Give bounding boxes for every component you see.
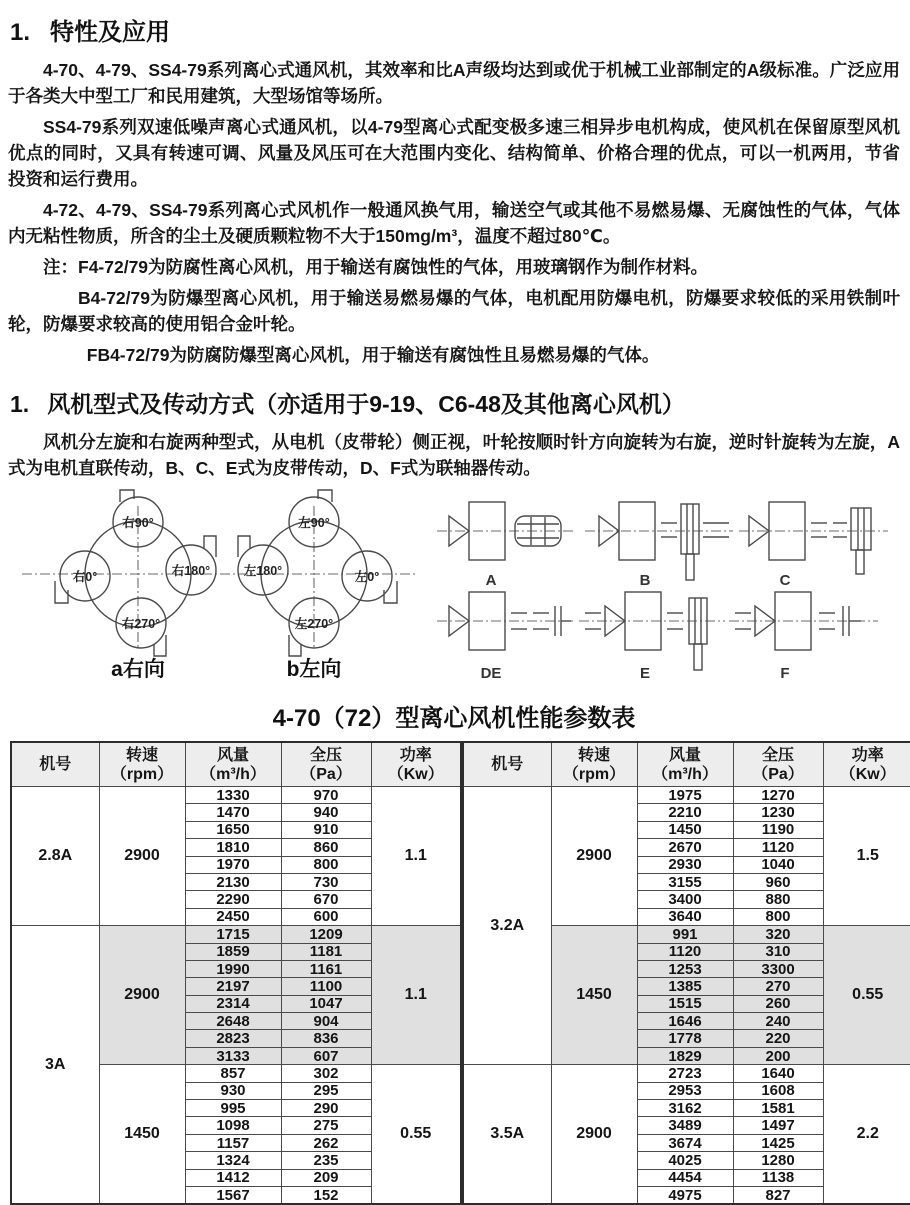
flow-cell: 3489	[637, 1117, 733, 1134]
pressure-cell: 3300	[733, 960, 823, 977]
power-cell: 1.1	[371, 787, 461, 926]
header-unit: （Pa）	[282, 765, 371, 784]
model-cell: 3A	[11, 926, 99, 1205]
flow-cell: 991	[637, 926, 733, 943]
rotation-b-caption: b左向	[287, 657, 342, 681]
flow-cell: 1650	[185, 821, 281, 838]
table-title: 4-70（72）型离心风机性能参数表	[8, 698, 900, 733]
performance-table	[462, 741, 910, 1205]
pressure-cell: 600	[281, 908, 371, 925]
paragraph: 4-72、4-79、SS4-79系列离心式风机作一般通风换气用，输送空气或其他不易燃易爆、无腐蚀性的气体，气体内无粘性物质，所含的尘土及硬质颗粒物不大于150mg/m³，温度不超过80℃。	[8, 197, 900, 249]
rotation-a-90-label: 右90°	[122, 515, 153, 530]
flow-cell: 3133	[185, 1047, 281, 1064]
pressure-cell: 1497	[733, 1117, 823, 1134]
header-label: 功率	[372, 746, 461, 765]
pressure-cell: 1190	[733, 821, 823, 838]
column-header	[281, 742, 371, 787]
pressure-cell: 209	[281, 1169, 371, 1186]
performance-table	[10, 741, 462, 1205]
flow-cell: 3155	[637, 873, 733, 890]
table-row	[11, 926, 461, 943]
pressure-cell: 290	[281, 1100, 371, 1117]
flow-cell: 1470	[185, 804, 281, 821]
power-cell: 0.55	[823, 926, 910, 1065]
performance-table-right	[462, 741, 910, 1205]
flow-cell: 2314	[185, 995, 281, 1012]
column-header	[637, 742, 733, 787]
rpm-cell: 1450	[99, 1065, 185, 1205]
pressure-cell: 1425	[733, 1134, 823, 1151]
header-unit: （Pa）	[734, 765, 823, 784]
header-label: 机号	[464, 755, 551, 774]
diagram-row	[8, 486, 900, 688]
transmission-label-de: DE	[481, 665, 502, 682]
pressure-cell: 295	[281, 1082, 371, 1099]
flow-cell: 1515	[637, 995, 733, 1012]
flow-cell: 3400	[637, 891, 733, 908]
performance-tables	[8, 741, 900, 1205]
rpm-cell: 2900	[99, 926, 185, 1065]
flow-cell: 1990	[185, 960, 281, 977]
column-header	[463, 742, 551, 787]
table-row	[463, 1065, 910, 1082]
transmission-label-c: C	[780, 572, 791, 589]
header-label: 功率	[824, 746, 910, 765]
header-label: 转速	[552, 746, 637, 765]
flow-cell: 4025	[637, 1152, 733, 1169]
header-unit: （Kw）	[372, 765, 461, 784]
flow-cell: 3674	[637, 1134, 733, 1151]
rpm-cell: 1450	[551, 926, 637, 1065]
paragraph: FB4-72/79为防腐防爆型离心风机，用于输送有腐蚀性且易燃易爆的气体。	[8, 342, 900, 368]
pressure-cell: 152	[281, 1186, 371, 1204]
transmission-label-e: E	[640, 665, 650, 682]
pressure-cell: 1230	[733, 804, 823, 821]
rpm-cell: 2900	[551, 787, 637, 926]
section1-title: 特性及应用	[50, 19, 170, 46]
flow-cell: 930	[185, 1082, 281, 1099]
flow-cell: 1970	[185, 856, 281, 873]
section2-title: 风机型式及传动方式（亦适用于9-19、C6-48及其他离心风机）	[47, 391, 685, 417]
flow-cell: 4975	[637, 1186, 733, 1204]
pressure-cell: 220	[733, 1030, 823, 1047]
power-cell: 2.2	[823, 1065, 910, 1205]
column-header	[733, 742, 823, 787]
rotation-a-180-label: 右180°	[172, 563, 210, 578]
pressure-cell: 1581	[733, 1100, 823, 1117]
power-cell: 0.55	[371, 1065, 461, 1205]
paragraph: 风机分左旋和右旋两种型式，从电机（皮带轮）侧正视，叶轮按顺时针方向旋转为右旋，逆时针旋转为左旋，A式为电机直联传动，B、C、E式为皮带传动，D、F式为联轴器传动。	[8, 429, 900, 481]
pressure-cell: 860	[281, 839, 371, 856]
flow-cell: 1120	[637, 943, 733, 960]
flow-cell: 1778	[637, 1030, 733, 1047]
rotation-a-270-label: 右270°	[122, 616, 160, 631]
pressure-cell: 1280	[733, 1152, 823, 1169]
flow-cell: 2930	[637, 856, 733, 873]
flow-cell: 857	[185, 1065, 281, 1082]
pressure-cell: 836	[281, 1030, 371, 1047]
flow-cell: 1829	[637, 1047, 733, 1064]
pressure-cell: 270	[733, 978, 823, 995]
pressure-cell: 910	[281, 821, 371, 838]
paragraph-note: 注：F4-72/79为防腐性离心风机，用于输送有腐蚀性的气体，用玻璃钢作为制作材料。	[8, 254, 900, 280]
pressure-cell: 800	[733, 908, 823, 925]
model-cell: 3.2A	[463, 787, 551, 1065]
rpm-cell: 2900	[551, 1065, 637, 1205]
header-unit: （Kw）	[824, 765, 910, 784]
flow-cell: 1330	[185, 787, 281, 804]
power-cell: 1.1	[371, 926, 461, 1065]
flow-cell: 2210	[637, 804, 733, 821]
pressure-cell: 262	[281, 1134, 371, 1151]
pressure-cell: 960	[733, 873, 823, 890]
rotation-b-270-label: 左270°	[295, 616, 333, 631]
section1-heading	[10, 12, 900, 47]
pressure-cell: 235	[281, 1152, 371, 1169]
rotation-b-0-label: 左0°	[355, 569, 379, 584]
pressure-cell: 1138	[733, 1169, 823, 1186]
pressure-cell: 670	[281, 891, 371, 908]
pressure-cell: 310	[733, 943, 823, 960]
header-label: 风量	[638, 746, 733, 765]
flow-cell: 2130	[185, 873, 281, 890]
pressure-cell: 200	[733, 1047, 823, 1064]
header-label: 转速	[100, 746, 185, 765]
header-label: 全压	[734, 746, 823, 765]
flow-cell: 2723	[637, 1065, 733, 1082]
header-label: 全压	[282, 746, 371, 765]
section2-heading	[10, 386, 900, 419]
pressure-cell: 1047	[281, 995, 371, 1012]
pressure-cell: 1640	[733, 1065, 823, 1082]
flow-cell: 1810	[185, 839, 281, 856]
flow-cell: 2953	[637, 1082, 733, 1099]
header-label: 风量	[186, 746, 281, 765]
flow-cell: 1098	[185, 1117, 281, 1134]
flow-cell: 995	[185, 1100, 281, 1117]
model-cell: 2.8A	[11, 787, 99, 926]
header-unit: （rpm）	[552, 765, 637, 784]
power-cell: 1.5	[823, 787, 910, 926]
pressure-cell: 730	[281, 873, 371, 890]
pressure-cell: 240	[733, 1013, 823, 1030]
rotation-a-0-label: 右0°	[73, 569, 97, 584]
pressure-cell: 1209	[281, 926, 371, 943]
header-unit: （rpm）	[100, 765, 185, 784]
column-header	[551, 742, 637, 787]
pressure-cell: 1181	[281, 943, 371, 960]
flow-cell: 1157	[185, 1134, 281, 1151]
performance-table-left	[10, 741, 462, 1205]
flow-cell: 2670	[637, 839, 733, 856]
flow-cell: 2450	[185, 908, 281, 925]
flow-cell: 1253	[637, 960, 733, 977]
flow-cell: 4454	[637, 1169, 733, 1186]
transmission-label-b: B	[640, 572, 651, 589]
rotation-b-180-label: 左180°	[244, 563, 282, 578]
flow-cell: 1975	[637, 787, 733, 804]
pressure-cell: 827	[733, 1186, 823, 1204]
flow-cell: 2648	[185, 1013, 281, 1030]
flow-cell: 3640	[637, 908, 733, 925]
column-header	[11, 742, 99, 787]
table-row	[463, 787, 910, 804]
pressure-cell: 940	[281, 804, 371, 821]
rotation-a-caption: a右向	[111, 657, 165, 681]
flow-cell: 2197	[185, 978, 281, 995]
flow-cell: 1715	[185, 926, 281, 943]
rotation-direction-diagram	[8, 486, 433, 688]
table-row	[11, 787, 461, 804]
flow-cell: 3162	[637, 1100, 733, 1117]
flow-cell: 1385	[637, 978, 733, 995]
pressure-cell: 275	[281, 1117, 371, 1134]
column-header	[99, 742, 185, 787]
pressure-cell: 800	[281, 856, 371, 873]
pressure-cell: 320	[733, 926, 823, 943]
column-header	[823, 742, 910, 787]
flow-cell: 1646	[637, 1013, 733, 1030]
pressure-cell: 607	[281, 1047, 371, 1064]
header-unit: （m³/h）	[186, 765, 281, 784]
paragraph: SS4-79系列双速低噪声离心式通风机，以4-79型离心式配变极多速三相异步电机构成，使风机在保留原型风机优点的同时，又具有转速可调、风量及风压可在大范围内变化、结构简单、价格合理的优点，可以一机两用，节省投资和运行费用。	[8, 114, 900, 192]
pressure-cell: 880	[733, 891, 823, 908]
flow-cell: 1412	[185, 1169, 281, 1186]
pressure-cell: 260	[733, 995, 823, 1012]
column-header	[185, 742, 281, 787]
rpm-cell: 2900	[99, 787, 185, 926]
pressure-cell: 1270	[733, 787, 823, 804]
rotation-b-90-label: 左90°	[298, 515, 329, 530]
transmission-type-diagram	[433, 486, 898, 688]
section1-number: 1.	[10, 19, 30, 46]
section2-number: 1.	[10, 391, 29, 417]
flow-cell: 2290	[185, 891, 281, 908]
pressure-cell: 1608	[733, 1082, 823, 1099]
header-label: 机号	[12, 755, 99, 774]
transmission-label-f: F	[780, 665, 789, 682]
model-cell: 3.5A	[463, 1065, 551, 1205]
flow-cell: 1324	[185, 1152, 281, 1169]
pressure-cell: 904	[281, 1013, 371, 1030]
pressure-cell: 1040	[733, 856, 823, 873]
column-header	[371, 742, 461, 787]
transmission-label-a: A	[486, 572, 497, 589]
header-unit: （m³/h）	[638, 765, 733, 784]
pressure-cell: 1100	[281, 978, 371, 995]
pressure-cell: 302	[281, 1065, 371, 1082]
paragraph: 4-70、4-79、SS4-79系列离心式通风机，其效率和比A声级均达到或优于机械工业部制定的A级标准。广泛应用于各类大中型工厂和民用建筑，大型场馆等场所。	[8, 57, 900, 109]
pressure-cell: 970	[281, 787, 371, 804]
flow-cell: 1859	[185, 943, 281, 960]
flow-cell: 2823	[185, 1030, 281, 1047]
paragraph: B4-72/79为防爆型离心风机，用于输送易燃易爆的气体，电机配用防爆电机，防爆要求较低的采用铁制叶轮，防爆要求较高的使用铝合金叶轮。	[8, 285, 900, 337]
flow-cell: 1567	[185, 1186, 281, 1204]
pressure-cell: 1120	[733, 839, 823, 856]
pressure-cell: 1161	[281, 960, 371, 977]
flow-cell: 1450	[637, 821, 733, 838]
